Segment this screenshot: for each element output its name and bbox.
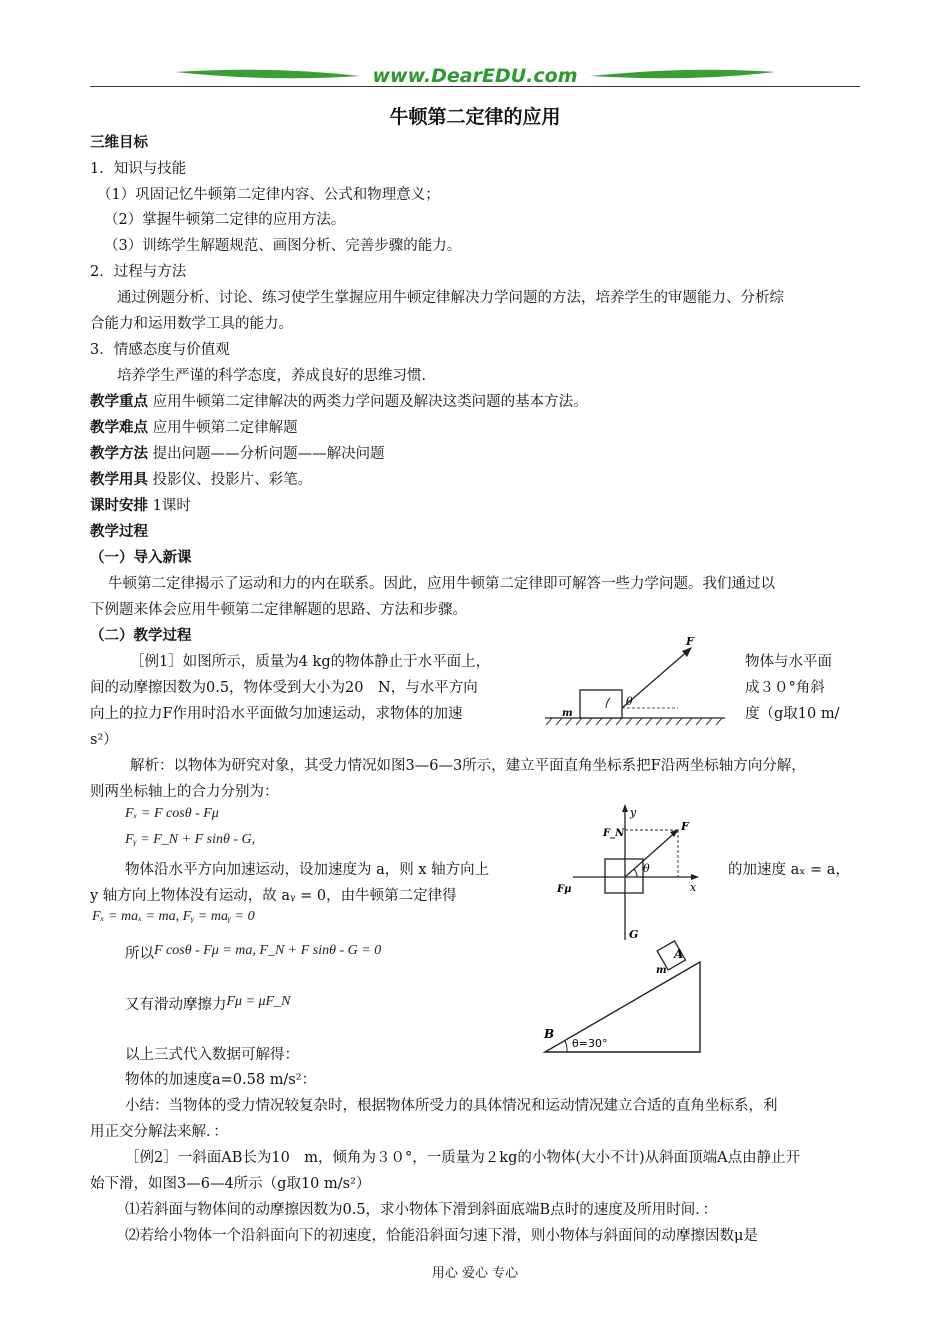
ex1-line-2: 间的动摩擦因数为0.5，物体受到大小为20 N，与水平方向 [90,680,478,696]
equation-fy: Fᵧ = F_N + F sinθ - G, [125,832,256,847]
key-text: 应用牛顿第二定律解决的两类力学问题及解决这类问题的基本方法。 [152,394,588,410]
ex2-line-2: 始下滑，如图3—6—4所示（g取10 m/s²） [90,1176,371,1192]
equation-system: F cosθ - Fμ = ma, F_N + F sinθ - G = 0 [154,943,382,958]
goal-1: 1．知识与技能 [90,161,187,177]
ex1-line-3: 向上的拉力F作用时沿水平面做匀加速运动，求物体的加速 [90,706,463,722]
fig3-label-A: A [674,947,684,961]
so-label: 所以 [125,946,154,962]
accel-line-2: y 轴方向上物体没有运动，故 aᵧ = 0，由牛顿第二定律得 [90,888,457,904]
fig2-label-y: y [630,806,637,819]
fig1-label-m: m [562,708,573,719]
ex1-line-4: s²） [90,732,118,748]
fig1-label-theta: θ [626,695,633,708]
key-points [90,390,588,411]
figure-force-diagram [555,800,715,945]
figure-incline [540,940,710,1055]
result-line: 物体的加速度a=0.58 m/s²： [125,1072,317,1088]
solution-line-2: 则两坐标轴上的合力分别为： [90,784,279,800]
F-vector [625,830,678,877]
x-axis-arrow [691,874,699,880]
y-axis-arrow [622,804,628,812]
logo-text: www.DearEDU.com [372,65,578,87]
goal-1c: （3）训练学生解题规范、画图分析、完善步骤的能力。 [104,238,462,254]
part-2-heading: （二）教学过程 [90,628,192,644]
tools [90,468,312,489]
equation-newton: Fₓ = maₓ = ma, Fᵧ = maᵧ = 0 [92,909,255,924]
footer-text: 用心 爱心 专心 [431,1266,519,1281]
schedule [90,494,191,515]
fig2-label-x: x [690,881,697,894]
goal-2-para-1: 通过例题分析、讨论、练习使学生掌握应用牛顿定律解决力学问题的方法，培养学生的审题能力、分析综 [117,290,784,306]
so-line [125,942,381,963]
page-title: 牛顿第二定律的应用 [389,106,561,128]
question-1: ⑴若斜面与物体间的动摩擦因数为0.5，求小物体下滑到斜面底端B点时的速度及所用时间．： [125,1202,717,1218]
method [90,442,385,463]
method-text: 提出问题——分析问题——解决问题 [152,446,385,462]
header-rule [90,86,860,87]
fig2-label-Fmu: Fμ [557,884,572,895]
solution-line-1: 解析：以物体为研究对象，其受力情况如图3—6—3所示，建立平面直角坐标系把F沿两坐标轴方向分解， [130,758,806,774]
tools-text: 投影仪、投影片、彩笔。 [152,472,313,488]
fig1-label-F: F [686,635,694,648]
goal-1b: （2）掌握牛顿第二定律的应用方法。 [104,212,346,228]
schedule-label: 课时安排 [90,498,148,514]
logo-swoosh-left [175,70,360,79]
intro-line-2: 下例题来体会应用牛顿第二定律解题的思路、方法和步骤。 [90,602,467,618]
schedule-text: 1课时 [152,498,191,514]
equation-friction: Fμ = μF_N [226,994,291,1009]
ex1-line-2-right: 成３０°角斜 [745,680,825,696]
block [580,690,622,718]
section-process: 教学过程 [90,524,148,540]
difficulty-label: 教学难点 [90,420,148,436]
accel-line-1-right: 的加速度 aₓ = a， [728,862,850,878]
part-1-heading: （一）导入新课 [90,550,192,566]
method-label: 教学方法 [90,446,148,462]
question-2: ⑵若给小物体一个沿斜面向下的初速度，恰能沿斜面匀速下滑，则小物体与斜面间的动摩擦因数μ是 [125,1228,758,1244]
accel-line-1: 物体沿水平方向加速运动，设加速度为 a，则 x 轴方向上 [125,862,490,878]
fig3-label-angle: θ=30° [572,1037,608,1050]
key-label: 教学重点 [90,394,148,410]
friction-line [125,993,290,1014]
theta-arc [634,869,637,877]
goal-3-para: 培养学生严谨的科学态度，养成良好的思维习惯． [117,368,436,384]
summary-line-1: 小结：当物体的受力情况较复杂时，根据物体所受力的具体情况和运动情况建立合适的直角坐标系，利 [125,1098,778,1114]
summary-line-2: 用正交分解法来解．： [90,1124,228,1140]
goal-3: 3．情感态度与价值观 [90,342,230,358]
intro-line-1: 牛顿第二定律揭示了运动和力的内在联系。因此，应用牛顿第二定律即可解答一些力学问题。我们通过以 [108,576,775,592]
equation-fx: Fₓ = F cosθ - Fμ [125,806,219,821]
incline-angle-arc [565,1041,567,1052]
goal-1a: （1）巩固记忆牛顿第二定律内容、公式和物理意义； [97,187,440,203]
fig2-label-G: G [629,928,639,941]
fig3-label-B: B [544,1027,555,1041]
incline-triangle [545,962,700,1052]
fig3-label-m: m [656,965,667,976]
substitute-line: 以上三式代入数据可解得： [125,1047,299,1063]
ground-hatch [546,718,722,725]
fig2-label-FN: F_N [603,828,625,839]
goal-2: 2．过程与方法 [90,264,187,280]
fig2-label-F: F [681,820,689,833]
logo-swoosh-right [590,70,775,79]
ex1-line-1-right: 物体与水平面 [745,654,832,670]
difficulty [90,416,298,437]
fig2-label-theta: θ [643,862,650,875]
figure-block-pull [540,632,730,732]
section-goals: 三维目标 [90,135,148,151]
difficulty-text: 应用牛顿第二定律解题 [152,420,298,436]
ex1-line-1: ［例1］如图所示，质量为4 kg的物体静止于水平面上， [130,654,491,670]
goal-2-para-2: 合能力和运用数学工具的能力。 [90,316,293,332]
tools-label: 教学用具 [90,472,148,488]
ex1-line-3-right: 度（g取10 m/ [745,706,840,722]
friction-label: 又有滑动摩擦力 [125,997,227,1013]
ex2-line-1: ［例2］一斜面AB长为10 m，倾角为３０°，一质量为２kg的小物体(大小不计)从斜面顶端A点由静止开 [125,1150,801,1166]
header-logo [170,62,780,88]
